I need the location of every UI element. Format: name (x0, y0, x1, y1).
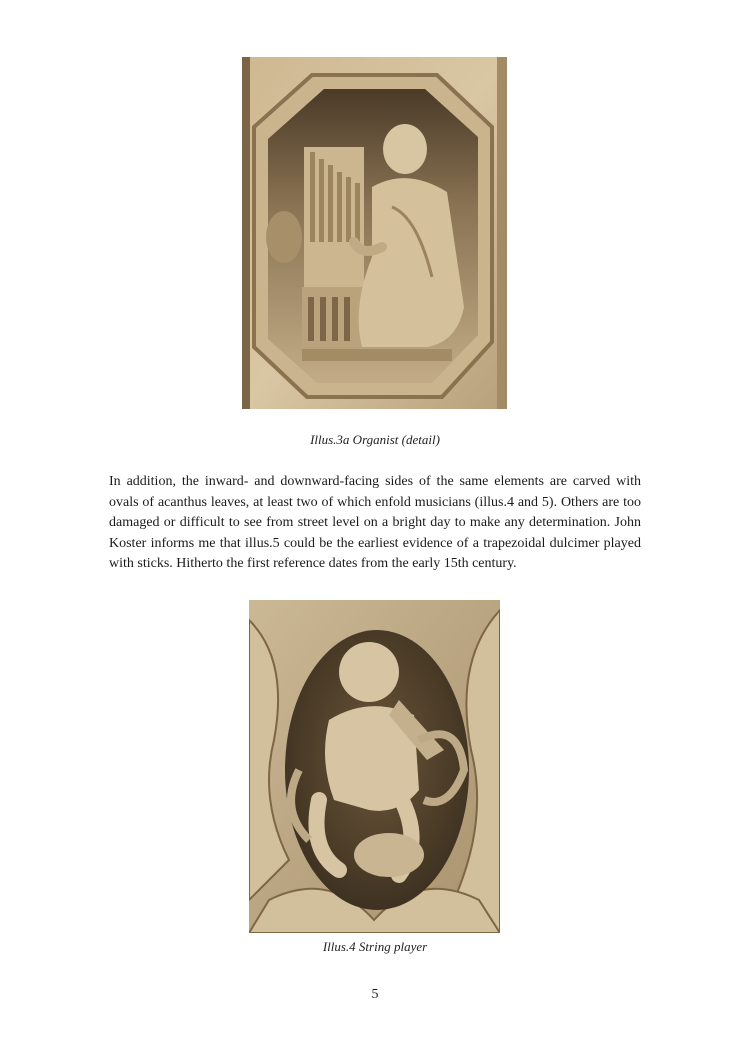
string-player-relief-photo (249, 600, 500, 933)
organist-relief-image (242, 57, 507, 409)
organist-relief-photo (242, 57, 507, 409)
figure-caption-string-player: Illus.4 String player (322, 939, 428, 954)
string-player-relief-image (249, 600, 500, 933)
figure-caption-organist: Illus.3a Organist (detail) (310, 432, 440, 447)
page-number: 5 (371, 987, 379, 1002)
body-paragraph: In addition, the inward- and downward-facing sides of the same elements are carved with ovals of acanthus leaves, at least two of which enfold musicians (illus.4 and 5). Others are too damaged or difficult to see from street level on a bright day to make any determination. John Koster informs me that illus.5 could be the earliest evidence of a trapezoidal dulcimer played with sticks. Hitherto the first reference dates from the early 15th century. (109, 474, 641, 571)
